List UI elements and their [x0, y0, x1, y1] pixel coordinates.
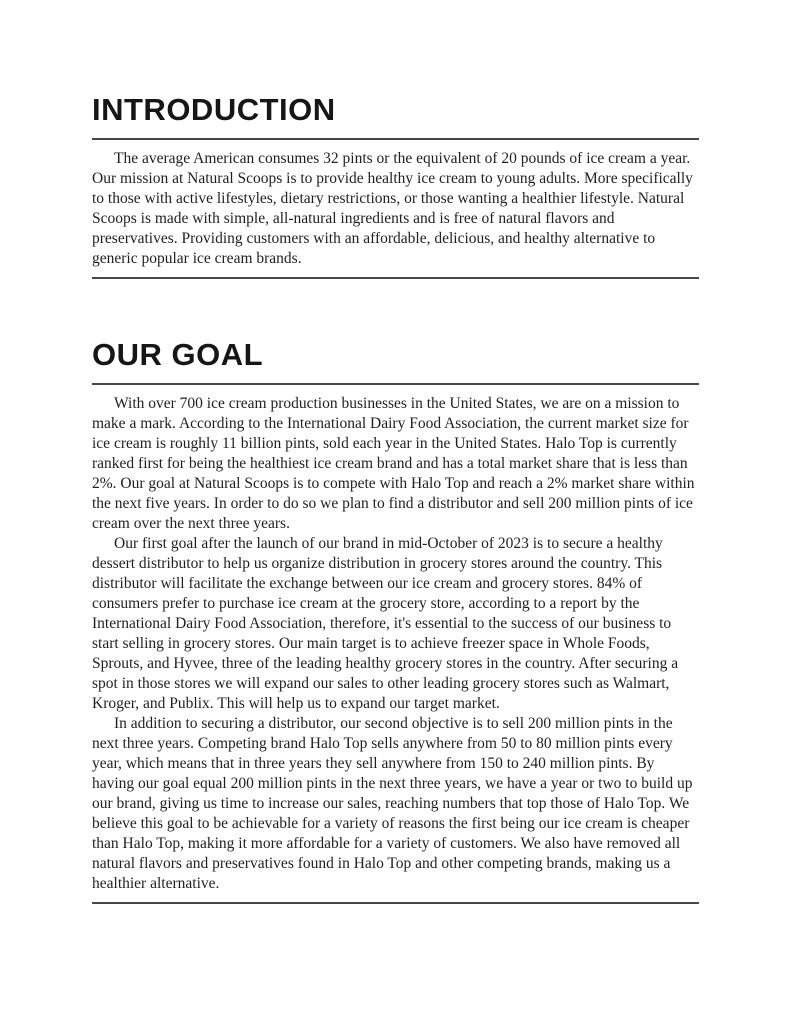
introduction-body — [92, 140, 699, 277]
introduction-heading: INTRODUCTION — [92, 92, 336, 127]
our-goal-bottom-divider — [92, 902, 699, 904]
our-goal-paragraph-2: Our first goal after the launch of our brand in mid-October of 2023 is to secure a healthy dessert distributor to help us organize distribution in grocery stores around the country. This distributor will facilitate the exchange between our ice cream and grocery stores. 84% of consumers prefer to purchase ice cream at the grocery store, according to a report by the International Dairy Food Association, therefore, it's essential to the success of our business to start selling in grocery stores. Our main target is to achieve freezer space in Whole Foods, Sprouts, and Hyvee, three of the leading healthy grocery stores in the country. After securing a spot in those stores we will expand our sales to other leading grocery stores such as Walmart, Kroger, and Publix. This will help us to expand our target market. — [92, 535, 679, 712]
section-our-goal — [92, 339, 699, 904]
our-goal-paragraph-3: In addition to securing a distributor, our second objective is to sell 200 million pints in the next three years. Competing brand Halo Top sells anywhere from 50 to 80 million pints every year, which means that in three years they sell anywhere from 150 to 240 million pints. By having our goal equal 200 million pints in the next three years, we have a year or two to build up our brand, giving us time to increase our sales, reaching numbers that top those of Halo Top. We believe this goal to be achievable for a variety of reasons the first being our ice cream is cheaper than Halo Top, making it more affordable for a variety of customers. We also have removed all natural flavors and preservatives found in Halo Top and other competing brands, making us a healthier alternative. — [92, 715, 693, 892]
our-goal-heading: OUR GOAL — [92, 337, 264, 372]
section-gap — [92, 279, 699, 339]
our-goal-body — [92, 385, 699, 902]
section-introduction — [92, 94, 699, 279]
introduction-paragraph-1: The average American consumes 32 pints or the equivalent of 20 pounds of ice cream a year. Our mission at Natural Scoops is to provide healthy ice cream to young adults. More specifically to those with active lifestyles, dietary restrictions, or those wanting a healthier lifestyle. Natural Scoops is made with simple, all-natural ingredients and is free of natural flavors and preservatives. Providing customers with an affordable, delicious, and healthy alternative to generic popular ice cream brands. — [92, 150, 693, 267]
our-goal-paragraph-1: With over 700 ice cream production businesses in the United States, we are on a mission to make a mark. According to the International Dairy Food Association, the current market size for ice cream is roughly 11 billion pints, sold each year in the United States. Halo Top is currently ranked first for being the healthiest ice cream brand and has a total market share that is less than 2%. Our goal at Natural Scoops is to compete with Halo Top and reach a 2% market share within the next five years. In order to do so we plan to find a distributor and sell 200 million pints of ice cream over the next three years. — [92, 395, 695, 532]
